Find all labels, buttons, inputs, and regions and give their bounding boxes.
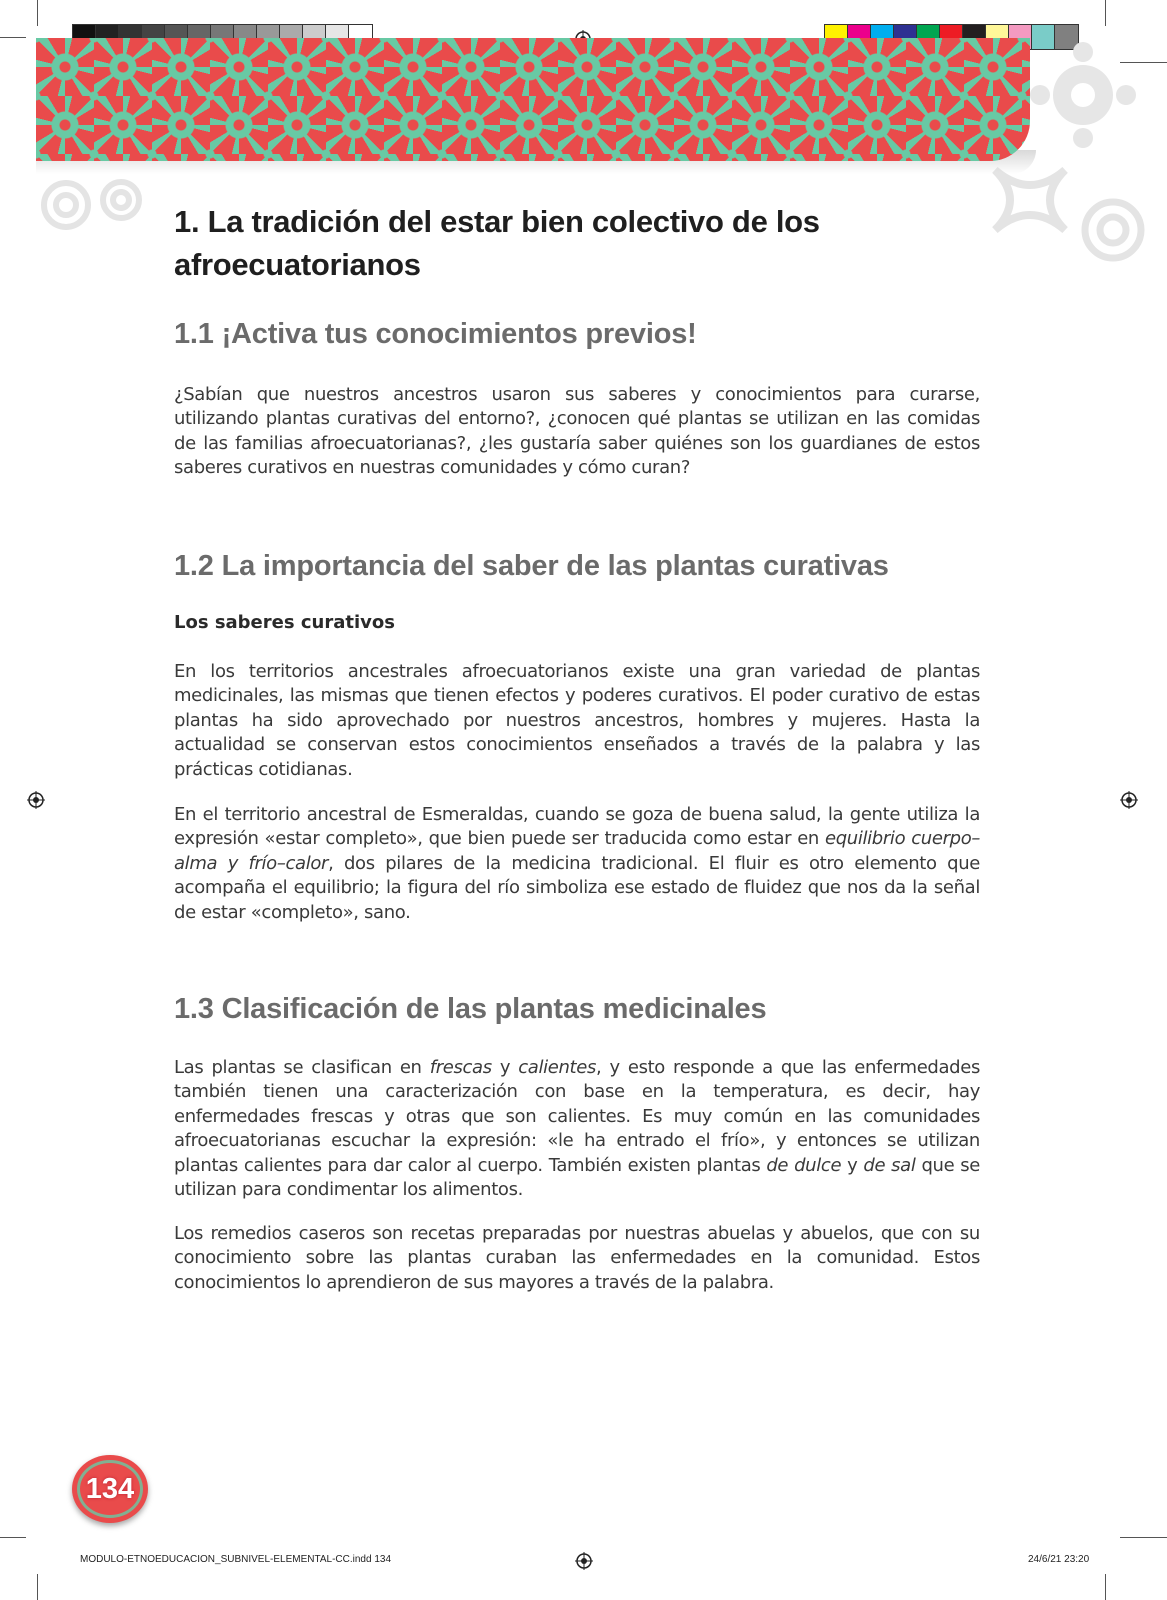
print-slug-date: 24/6/21 23:20 <box>1028 1554 1090 1565</box>
crop-mark <box>37 0 38 26</box>
page-number: 134 <box>85 1472 135 1505</box>
paragraph-activa-conocimientos: ¿Sabían que nuestros ancestros usaron sus saberes y conocimientos para curarse, utilizando plantas curativas del entorno?, ¿conocen qué plantas se utilizan en las comidas de las familias afroecuatorianas?, ¿les gustaría saber quiénes son los guardianes de estos saberes curativos en nuestras comunidades y cómo curan? <box>174 384 980 479</box>
crop-mark <box>1120 1537 1167 1538</box>
header-pattern-banner <box>36 38 1030 161</box>
page-title: 1. La tradición del estar bien colectivo de los afroecuatorianos <box>174 204 820 282</box>
text-run: En el territorio ancestral de Esmeraldas, cuando se goza de buena salud, la gente utiliza la expresión «estar completo», que bien puede ser traducida como estar en <box>174 804 980 850</box>
spiral-ornament-icon <box>1068 175 1167 285</box>
crop-mark <box>1105 1574 1106 1600</box>
text-run: , dos pilares de la medicina tradicional. El fluir es otro elemento que acompaña el equilibrio; la figura del río simboliza ese estado de fluidez que nos da la señal de estar «completo», sano. <box>174 852 980 923</box>
text-run: que se utilizan para condimentar los alimentos. <box>174 1154 981 1201</box>
subheading-saberes-curativos: Los saberes curativos <box>174 612 395 633</box>
sun-ornament-icon <box>1028 40 1138 150</box>
crop-mark <box>0 1537 26 1538</box>
registration-mark-icon <box>1120 791 1138 809</box>
text-run: Las plantas se clasifican en <box>174 1057 430 1078</box>
paragraph-estar-completo <box>174 803 980 925</box>
crop-mark <box>0 37 26 38</box>
crop-mark <box>37 1574 38 1600</box>
paragraph-remedios-caseros: Los remedios caseros son recetas preparadas por nuestras abuelas y abuelos, que con su conocimiento sobre las plantas curaban las enfermedades en la comunidad. Estos conocimientos lo aprendieron de sus mayores a través de la palabra. <box>174 1223 980 1293</box>
paragraph-territorios-ancestrales: En los territorios ancestrales afroecuatorianos existe una gran variedad de plantas medicinales, las mismas que tienen efectos y poderes curativos. El poder curativo de estas plantas ha sido aprovechado por nuestros ancestros, hombres y mujeres. Hasta la actualidad se conservan estos conocimientos enseñados a través de la palabra y las prácticas cotidianas. <box>174 661 980 780</box>
page-number-badge <box>72 1455 148 1523</box>
registration-mark-icon <box>27 791 45 809</box>
italic-text-run: frescas <box>429 1057 492 1078</box>
section-heading-1-3: 1.3 Clasificación de las plantas medicinales <box>174 993 767 1025</box>
registration-mark-icon <box>575 1552 593 1570</box>
section-heading-1-1: 1.1 ¡Activa tus conocimientos previos! <box>174 318 697 350</box>
text-run: y <box>841 1154 864 1176</box>
italic-text-run: de sal <box>863 1154 916 1176</box>
italic-text-run: de dulce <box>766 1154 842 1176</box>
text-run: , y esto responde a que las enfermedades también tienen una caracterización con base en la temperatura, es decir, hay enfermedades frescas y otras que son calientes. Es muy común en las comunidades afroecuatorianas escuchar la expresión: «le ha entrado el frío», y entonces se utilizan plantas calientes para dar calor al cuerpo. También existen plantas <box>174 1057 980 1176</box>
text-run: y <box>491 1057 519 1078</box>
print-slug-file: MODULO-ETNOEDUCACION_SUBNIVEL-ELEMENTAL-CC.indd 134 <box>80 1554 392 1565</box>
italic-text-run: calientes <box>518 1057 596 1078</box>
section-heading-1-2: 1.2 La importancia del saber de las plantas curativas <box>174 550 889 582</box>
crop-mark <box>1105 0 1106 26</box>
paragraph-clasificacion <box>174 1056 980 1202</box>
italic-text-run: equilibrio cuerpo–alma y frío–calor <box>174 828 981 874</box>
